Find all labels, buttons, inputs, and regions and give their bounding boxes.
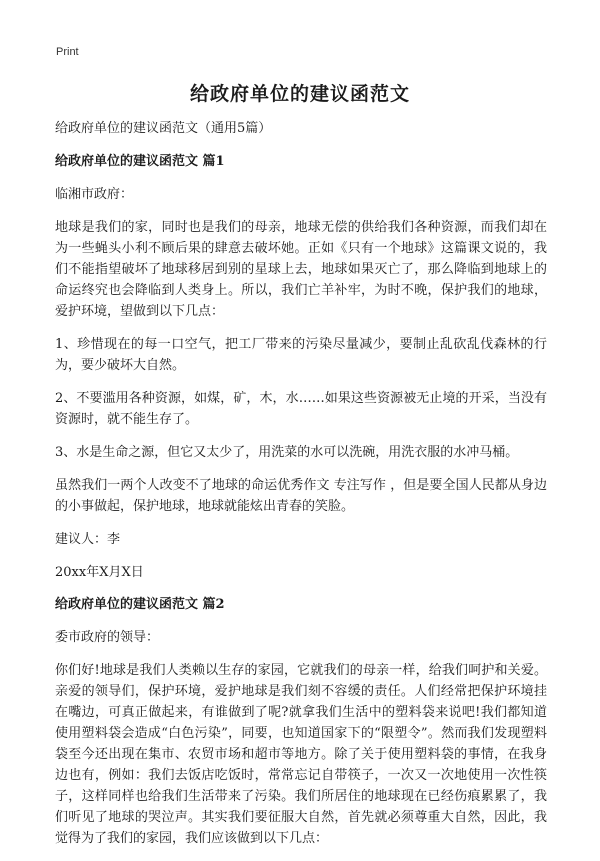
- document-body: [55, 118, 547, 861]
- document-title: 给政府单位的建议函范文: [189, 83, 410, 105]
- article-1-point-2: 2、不要滥用各种资源，如煤，矿，木，水……如果这些资源被无止境的开采，当没有资源时，就不能生存了。: [55, 391, 547, 427]
- article-1-signer: 建议人：李: [55, 532, 121, 547]
- article-1-salutation: 临湘市政府：: [55, 187, 134, 202]
- article-1-paragraph-1: 地球是我们的家，同时也是我们的母亲，地球无偿的供给我们各种资源，而我们却在为一些蝇头小利不顾后果的肆意去破坏她。正如《只有一个地球》这篇课文说的，我们不能指望破坏了地球移居到别的星球上去，地球如果灭亡了，那么降临到地球上的命运终究也会降临到人类身上。所以，我们亡羊补牢，为时不晚，保护我们的地球，爱护环境，望做到以下几点：: [55, 220, 547, 319]
- article-2-paragraph-1: 你们好!地球是我们人类赖以生存的家园，它就我们的母亲一样，给我们呵护和关爱。亲爱的领导们，保护环境，爱护地球是我们刻不容缓的责任。人们经常把保护环境挂在嘴边，可真正做起来，有谁做到了呢?就拿我们生活中的塑料袋来说吧!我们都知道使用塑料袋会造成“白色污染”，同要，也知道国家下的“限塑令”。然而我们发现塑料袋至今还出现在集市、农贸市场和超市等地方。除了关于使用塑料袋的事情，在我身边也有，例如：我们去饭店吃饭时，常常忘记自带筷子，一次又一次地使用一次性筷子，这样同样也给我们生活带来了污染。我们所居住的地球现在已经伤痕累累了，我们听见了地球的哭泣声。其实我们要征服大自然，首先就必须尊重大自然，因此，我觉得为了我们的家园，我们应该做到以下几点：: [55, 663, 547, 846]
- article-1-heading: 给政府单位的建议函范文 篇1: [55, 154, 225, 169]
- article-1-point-1: 1、珍惜现在的每一口空气，把工厂带来的污染尽量减少，要制止乱砍乱伐森林的行为，要少破坏大自然。: [55, 337, 547, 373]
- article-1-date: 20xx年X月X日: [55, 565, 144, 580]
- intro-line: 给政府单位的建议函范文（通用5篇）: [55, 121, 272, 136]
- print-label[interactable]: Print: [56, 46, 79, 58]
- article-2-salutation: 委市政府的领导：: [55, 630, 160, 645]
- article-2-heading: 给政府单位的建议函范文 篇2: [55, 597, 225, 612]
- article-1-point-3: 3、水是生命之源，但它又太少了，用洗菜的水可以洗碗，用洗衣服的水冲马桶。: [55, 445, 519, 460]
- article-1-paragraph-2: 虽然我们一两个人改变不了地球的命运优秀作文 专注写作 ，但是要全国人民都从身边的小事做起，保护地球，地球就能炫出青春的笑脸。: [55, 478, 547, 514]
